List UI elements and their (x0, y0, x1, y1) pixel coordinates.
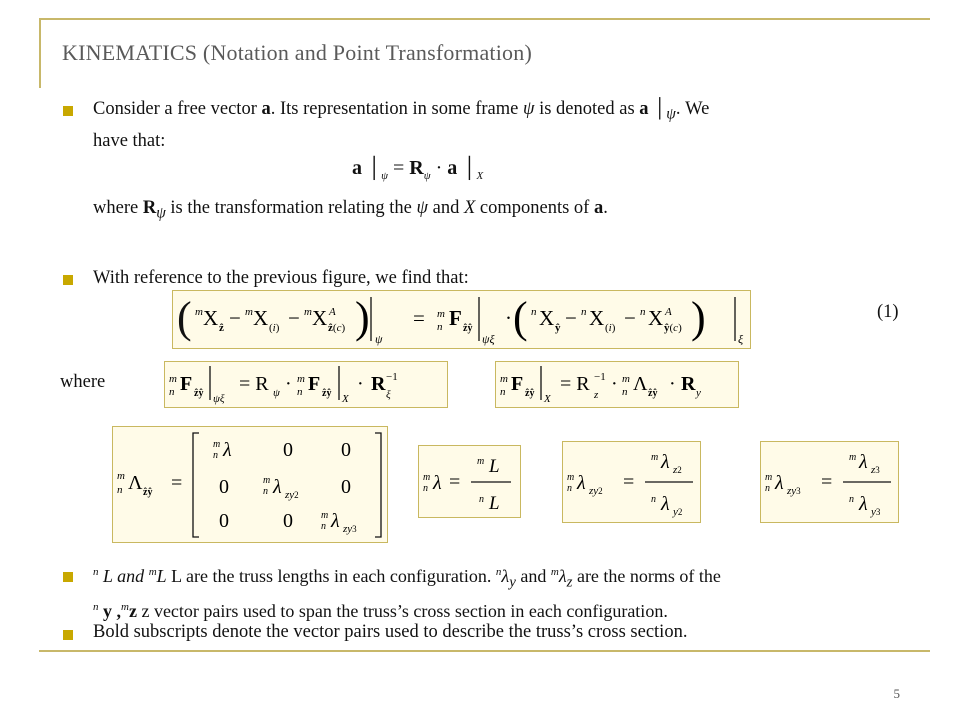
svg-text:m: m (117, 470, 125, 482)
svg-text:λ: λ (433, 472, 442, 494)
svg-text:n: n (581, 306, 587, 318)
svg-text:=: = (171, 472, 183, 494)
svg-text:−: − (288, 306, 300, 330)
svg-text:0: 0 (283, 439, 293, 461)
svg-text:·: · (505, 306, 512, 330)
svg-text:λ: λ (577, 472, 586, 494)
svg-text:0: 0 (341, 439, 351, 461)
svg-text:ẑ(c): ẑ(c) (328, 322, 346, 334)
svg-text:X: X (342, 393, 349, 405)
svg-text:X: X (312, 306, 328, 330)
svg-text:zy3: zy3 (343, 523, 357, 535)
svg-text:(i): (i) (605, 322, 616, 334)
svg-text:ψ: ψ (375, 332, 383, 346)
svg-text:ẑŷ: ẑŷ (525, 388, 535, 399)
svg-text:m: m (213, 439, 221, 450)
slide-title: KINEMATICS (Notation and Point Transformation) (62, 40, 532, 65)
equation-lambda-ratio-box (418, 445, 521, 518)
svg-text:ψξ: ψξ (213, 393, 225, 405)
svg-text:n: n (849, 494, 854, 505)
svg-text:X: X (589, 306, 605, 330)
bullet-3-text: $^n$ L and $^m$L L are the truss lengths in each configuration. $^n\lambda_y$ and $^m\lambda_z$ are the norms of the $^n$ y ,$^m$z z vector pairs used to span the truss’s cross section in each configuration. (93, 566, 721, 621)
frame-top-line (39, 18, 930, 20)
svg-text:F: F (180, 373, 193, 395)
svg-text:m: m (477, 456, 485, 467)
svg-text:X: X (648, 306, 664, 330)
svg-text:L: L (489, 493, 500, 514)
svg-text:ẑŷ: ẑŷ (322, 388, 332, 399)
equation-lambda-matrix-box (112, 426, 388, 543)
svg-text:n: n (651, 494, 656, 505)
svg-text:m: m (169, 373, 177, 385)
equation-number: (1) (877, 302, 899, 322)
svg-text:X: X (253, 306, 269, 330)
svg-text:·: · (285, 373, 292, 395)
svg-text:ẑŷ: ẑŷ (194, 388, 204, 399)
frame-left-accent (39, 18, 41, 88)
svg-text:−1: −1 (594, 371, 606, 383)
svg-text:zy2: zy2 (589, 485, 603, 497)
svg-text:λ: λ (273, 476, 282, 498)
bullet-marker (63, 106, 73, 116)
svg-text:Λ: Λ (128, 472, 143, 494)
svg-text:z3: z3 (871, 464, 880, 476)
bullet-marker (63, 275, 73, 285)
svg-text:ẑŷ: ẑŷ (463, 323, 473, 334)
svg-text:−: − (565, 306, 577, 330)
svg-text:m: m (567, 472, 575, 483)
svg-text:(: ( (513, 293, 528, 342)
svg-text:0: 0 (219, 476, 229, 498)
svg-text:λ: λ (331, 510, 340, 532)
svg-text:−: − (229, 306, 241, 330)
svg-text:n: n (263, 486, 268, 497)
svg-text:X: X (544, 393, 551, 405)
svg-text:ẑ: ẑ (219, 322, 224, 334)
svg-text:ŷ(c): ŷ(c) (664, 322, 682, 334)
svg-text:λ: λ (859, 451, 868, 473)
svg-text:): ) (355, 293, 370, 342)
svg-text:zy2: zy2 (285, 489, 299, 501)
svg-text:m: m (849, 452, 857, 463)
svg-text:A: A (665, 306, 672, 318)
svg-text:y: y (696, 387, 701, 399)
bullet-marker (63, 572, 73, 582)
svg-text:zy3: zy3 (787, 485, 801, 497)
svg-text:n: n (213, 450, 218, 461)
svg-text:n: n (567, 483, 572, 494)
svg-text:F: F (308, 373, 321, 395)
equation-lambda-zy3-box (760, 441, 899, 523)
svg-text:−: − (624, 306, 636, 330)
where-sentence: where $R_\psi$ is the transformation relating the ψ and X components of a. (93, 198, 608, 222)
svg-text:(: ( (177, 293, 192, 342)
svg-text:ŷ: ŷ (555, 322, 561, 334)
svg-text:X: X (539, 306, 555, 330)
bullet-1-text: Consider a free vector a. Its representation in some frame ψ is denoted as a $│_\psi$. We have that: (93, 99, 710, 151)
svg-text:ξ: ξ (738, 332, 744, 346)
svg-text:m: m (651, 452, 659, 463)
svg-text:R: R (371, 373, 386, 395)
svg-text:·: · (357, 373, 364, 395)
svg-text:·: · (611, 373, 618, 395)
where-label: where (60, 372, 106, 392)
svg-text:y2: y2 (673, 506, 683, 518)
svg-text:m: m (622, 373, 630, 385)
svg-text:L: L (489, 456, 500, 477)
frame-bottom-line (39, 650, 930, 652)
svg-text:n: n (321, 521, 326, 532)
bullet-2-text: With reference to the previous figure, we find that: (93, 268, 469, 288)
equation-F-psi-box (164, 361, 448, 408)
svg-text:F: F (511, 373, 524, 395)
svg-text:ξ: ξ (386, 389, 391, 401)
svg-text:=: = (821, 471, 833, 493)
svg-text:=: = (449, 471, 461, 493)
svg-text:m: m (245, 306, 253, 318)
svg-text:=: = (623, 471, 635, 493)
bullet-4-text: Bold subscripts denote the vector pairs used to describe the truss’s cross section. (93, 622, 688, 642)
svg-text:λ: λ (661, 493, 670, 515)
svg-text:n: n (531, 306, 537, 318)
svg-text:λ: λ (859, 493, 868, 515)
svg-text:=: = (413, 306, 425, 330)
svg-text:λ: λ (223, 439, 232, 461)
svg-text:m: m (321, 510, 329, 521)
svg-text:ẑŷ: ẑŷ (143, 487, 153, 498)
svg-text:n: n (117, 484, 123, 496)
page-number: 5 (893, 686, 900, 701)
svg-text:X: X (203, 306, 219, 330)
svg-text:ψξ: ψξ (482, 332, 495, 346)
svg-text:ψ: ψ (273, 387, 280, 399)
svg-text:n: n (437, 321, 443, 333)
svg-text:n: n (423, 483, 428, 494)
svg-text:λ: λ (661, 451, 670, 473)
svg-text:m: m (500, 373, 508, 385)
equation-F-X-box (495, 361, 739, 408)
equation-lambda-zy2-box (562, 441, 701, 523)
svg-text:R: R (681, 373, 696, 395)
svg-text:= R: = R (239, 373, 269, 395)
svg-text:z2: z2 (673, 464, 682, 476)
svg-text:n: n (622, 386, 628, 398)
svg-text:= R: = R (560, 373, 590, 395)
svg-text:F: F (449, 306, 462, 330)
svg-text:n: n (297, 386, 303, 398)
svg-text:): ) (691, 293, 706, 342)
svg-text:(i): (i) (269, 322, 280, 334)
svg-text:y3: y3 (871, 506, 881, 518)
svg-text:0: 0 (219, 510, 229, 532)
svg-text:·: · (669, 373, 676, 395)
equation-1-box (172, 290, 751, 349)
svg-text:Λ: Λ (633, 373, 648, 395)
svg-text:n: n (479, 494, 484, 505)
svg-text:λ: λ (775, 472, 784, 494)
equation-transform: a $│_\psi = R_\psi \cdot a$ $│_X$ (352, 157, 484, 182)
svg-text:n: n (169, 386, 175, 398)
svg-text:0: 0 (283, 510, 293, 532)
svg-text:A: A (329, 306, 336, 318)
svg-text:n: n (500, 386, 506, 398)
svg-text:m: m (304, 306, 312, 318)
svg-text:z: z (594, 389, 599, 401)
svg-text:ẑŷ: ẑŷ (648, 388, 658, 399)
svg-text:m: m (263, 475, 271, 486)
svg-text:m: m (437, 308, 445, 320)
svg-text:m: m (423, 472, 431, 483)
svg-text:n: n (640, 306, 646, 318)
svg-text:n: n (765, 483, 770, 494)
svg-text:m: m (765, 472, 773, 483)
svg-text:0: 0 (341, 476, 351, 498)
bullet-marker (63, 630, 73, 640)
svg-text:m: m (195, 306, 203, 318)
svg-text:m: m (297, 373, 305, 385)
svg-text:−1: −1 (386, 371, 398, 383)
